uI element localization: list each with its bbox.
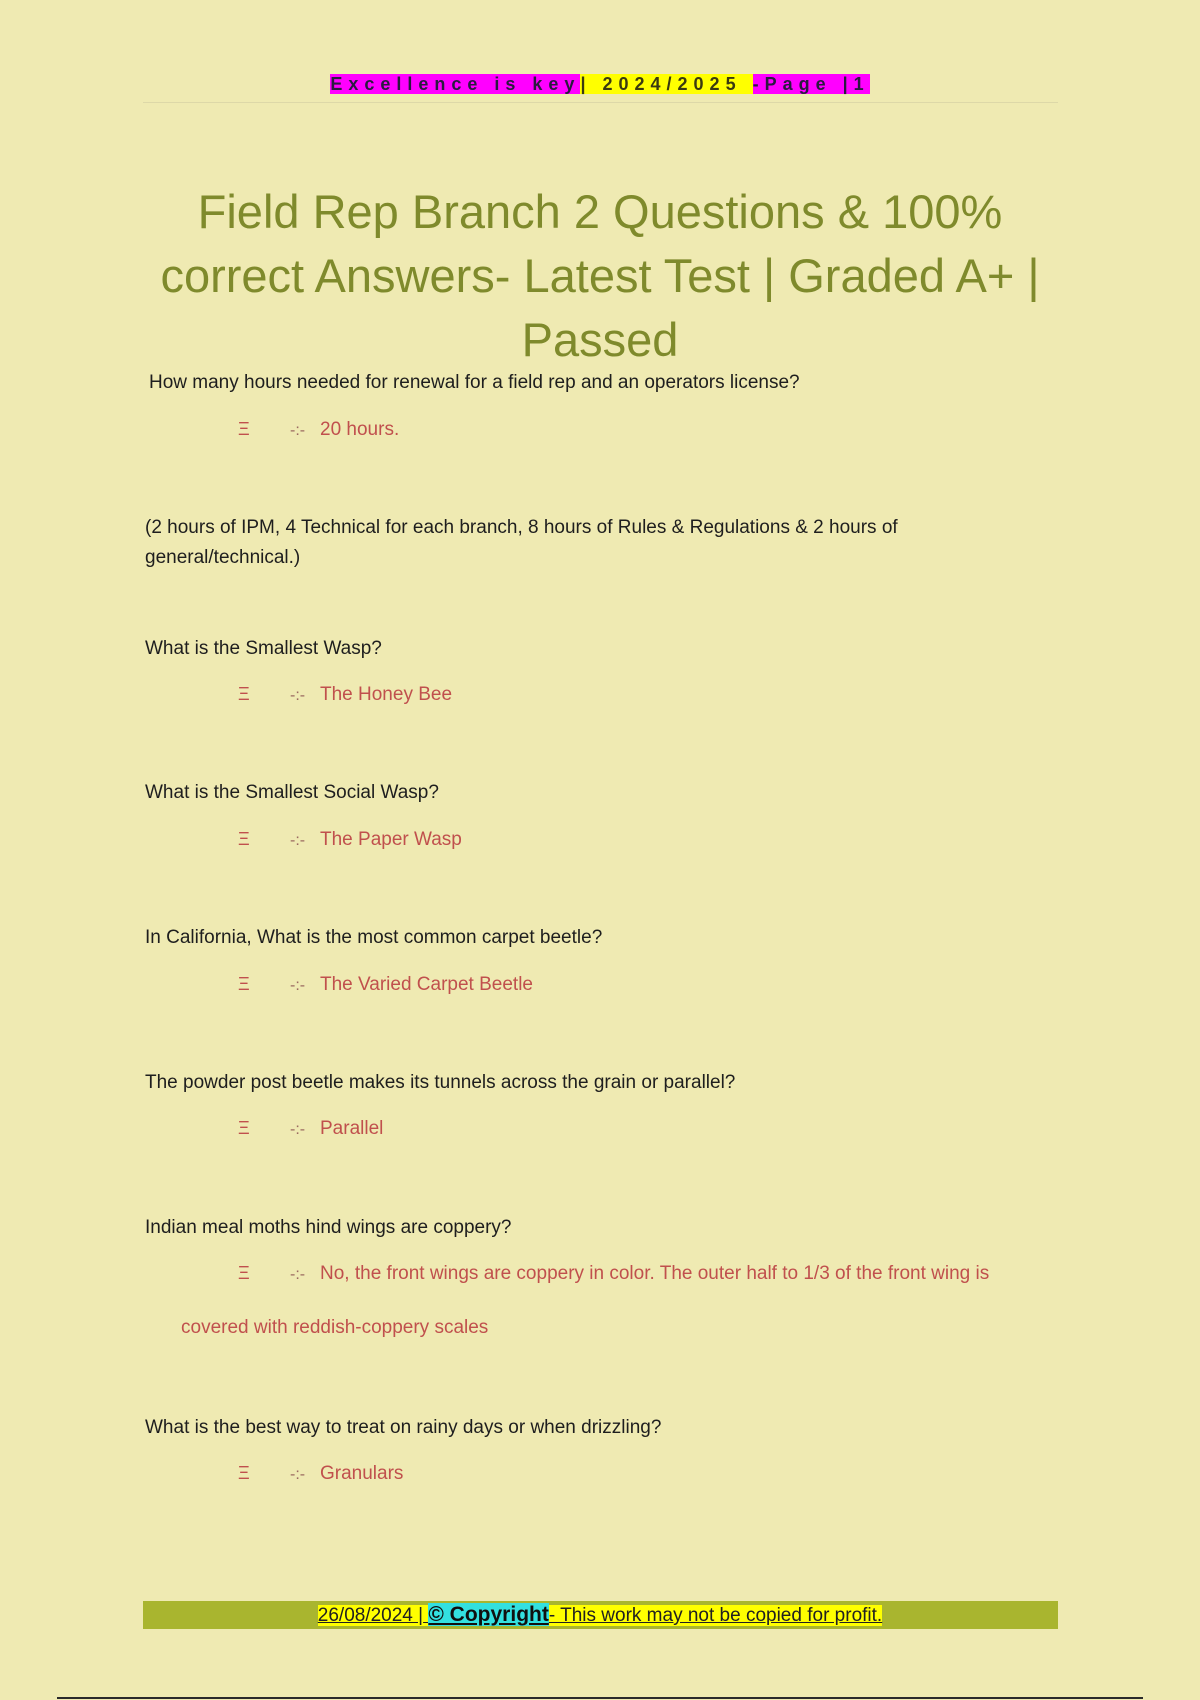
answer-2 (238, 679, 1058, 711)
answer-5 (238, 1113, 1058, 1145)
answer-bullet-icon: Ξ (238, 974, 250, 994)
answer-4 (238, 969, 1058, 1001)
answer-text: The Honey Bee (320, 684, 453, 705)
footer-date: 26/08/2024 | (317, 1605, 424, 1626)
footer-copyright: © Copyright (428, 1603, 549, 1626)
answer-3 (238, 824, 1058, 856)
question-4: In California, What is the most common carpet beetle? (145, 927, 603, 948)
answer-text: 20 hours. (320, 419, 400, 440)
header-year: | 2024/2025 (580, 74, 742, 94)
header-page-label: -Page | (752, 74, 854, 94)
answer-bullet-icon: Ξ (238, 1263, 250, 1283)
answer-separator: -:- (290, 977, 306, 994)
answer-separator: -:- (290, 1266, 306, 1283)
header-page-number: 1 (853, 74, 870, 94)
question-2: What is the Smallest Wasp? (145, 638, 382, 659)
answer-7 (238, 1458, 1058, 1490)
answer-bullet-icon: Ξ (238, 1118, 250, 1138)
answer-6 (238, 1258, 1058, 1290)
renewal-note: (2 hours of IPM, 4 Technical for each branch, 8 hours of Rules & Regulations & 2 hours of general/technical.) (145, 517, 898, 568)
page-header (0, 71, 1200, 97)
answer-separator: -:- (290, 1121, 306, 1138)
answer-1 (238, 414, 1058, 446)
header-divider (143, 102, 1058, 103)
answer-text: Granulars (320, 1463, 404, 1484)
bottom-divider (57, 1697, 1143, 1699)
question-7: What is the best way to treat on rainy days or when drizzling? (145, 1417, 662, 1438)
answer-separator: -:- (290, 832, 306, 849)
answer-bullet-icon: Ξ (238, 419, 250, 439)
header-motto: Excellence is key (330, 74, 581, 94)
answer-text: No, the front wings are coppery in color. The outer half to 1/3 of the front wing is (320, 1263, 990, 1284)
answer-text: The Paper Wasp (320, 829, 462, 850)
answer-separator: -:- (290, 422, 306, 439)
answer-6-continued: covered with reddish-coppery scales (181, 1317, 489, 1338)
answer-text: Parallel (320, 1118, 384, 1139)
answer-bullet-icon: Ξ (238, 684, 250, 704)
document-title: Field Rep Branch 2 Questions & 100% correct Answers- Latest Test | Graded A+ | Passed (160, 185, 1040, 366)
answer-text: The Varied Carpet Beetle (320, 974, 533, 995)
answer-bullet-icon: Ξ (238, 829, 250, 849)
question-3: What is the Smallest Social Wasp? (145, 782, 439, 803)
answer-separator: -:- (290, 687, 306, 704)
question-1: How many hours needed for renewal for a field rep and an operators license? (149, 372, 800, 393)
question-6: Indian meal moths hind wings are coppery? (145, 1217, 512, 1238)
page-footer (0, 1601, 1200, 1630)
answer-bullet-icon: Ξ (238, 1463, 250, 1483)
footer-notice: - This work may not be copied for profit. (548, 1605, 883, 1626)
question-5: The powder post beetle makes its tunnels across the grain or parallel? (145, 1072, 736, 1093)
answer-separator: -:- (290, 1466, 306, 1483)
